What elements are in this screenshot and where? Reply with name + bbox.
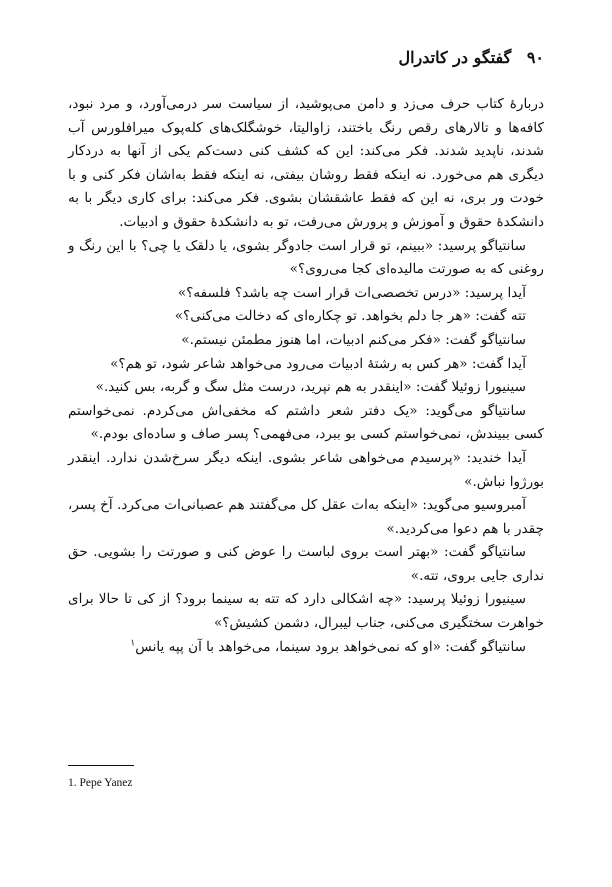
page-number: ۹۰ [526, 48, 544, 67]
book-title: گفتگو در کاتدرال [398, 48, 512, 67]
paragraph: سینیورا زوئیلا گفت: «اینقدر به هم نپرید، درست مثل سگ و گربه، بس کنید.» [95, 379, 526, 396]
paragraph-last-text: سانتیاگو گفت: «او که نمی‌خواهد برود سینما، می‌خواهد با آن پپه یانس [135, 638, 526, 655]
paragraph: سانتیاگو پرسید: «ببینم، تو قرار است جادوگر بشوی، یا دلقک یا چی؟ با این رنگ و روغنی که به صورتت مالیده‌ای کجا می‌روی؟» [68, 237, 544, 278]
footnote-marker: ۱ [130, 638, 136, 649]
paragraph: آیدا پرسید: «درس تخصصی‌ات قرار است چه باشد؟ فلسفه؟» [177, 284, 526, 301]
footnote-divider [68, 765, 134, 766]
paragraph: سانتیاگو گفت: «فکر می‌کنم ادبیات، اما هنوز مطمئن نیستم.» [181, 331, 526, 348]
paragraph: آیدا خندید: «پرسیدم می‌خواهی شاعر بشوی. اینکه دیگر سرخ‌شدن ندارد. اینقدر بورژوا نباش.» [68, 449, 544, 490]
paragraph: سانتیاگو گفت: «بهتر است بروی لباست را عوض کنی و صورتت را بشویی. حق نداری جایی بروی، تته.» [68, 544, 544, 584]
paragraph: سانتیاگو می‌گوید: «یک دفتر شعر داشتم که مخفی‌اش می‌کردم. نمی‌خواستم کسی ببیندش، نمی‌خواستم کسی بو ببرد، می‌فهمی؟ پسر صاف و ساده‌ای بودم.» [68, 402, 544, 443]
running-head [68, 48, 544, 68]
body-text [68, 93, 544, 659]
paragraph: سینیورا زوئیلا پرسید: «چه اشکالی دارد که تته به سینما برود؟ از کی تا حالا برای خواهرت سختگیری می‌کنی، جناب لیبرال، دشمن کشیش؟» [68, 591, 544, 632]
paragraph: دربارهٔ کتاب حرف می‌زد و دامن می‌پوشید، از سیاست سر درمی‌آورد، و مرد نبود، کافه‌ها و تالارهای رقص رنگ باختند، زاوالیتا، خوشگلک‌های کله‌پوک میرافلورس آب شدند، ناپدید شدند. فکر می‌کند: این که کشف کنی دست‌کم یکی از آنها به دردکار دیگری هم می‌خورد. نه اینکه فقط روشان بیفتی، نه اینکه فقط به‌اشان فکر کنی و با خودت ور بری، نه این که فقط عاشقشان بشوی. فکر می‌کند: برای کاری دیگر با به دانشکدهٔ حقوق و آموزش و پرورش می‌رفت، تو به دانشکدهٔ حقوق و ادبیات. [68, 96, 544, 230]
paragraph-last [68, 636, 544, 660]
paragraph: آیدا گفت: «هر کس به رشتهٔ ادبیات می‌رود می‌خواهد شاعر شود، تو هم؟» [110, 355, 526, 372]
footnote: 1. Pepe Yanez [68, 777, 133, 789]
paragraph: آمبروسیو می‌گوید: «اینکه به‌ات عقل کل می‌گفتند هم عصبانی‌ات می‌کرد. آخ پسر، چقدر با هم دعوا می‌کردید.» [68, 497, 544, 537]
paragraph: تته گفت: «هر جا دلم بخواهد. تو چکاره‌ای که دخالت می‌کنی؟» [174, 308, 526, 325]
